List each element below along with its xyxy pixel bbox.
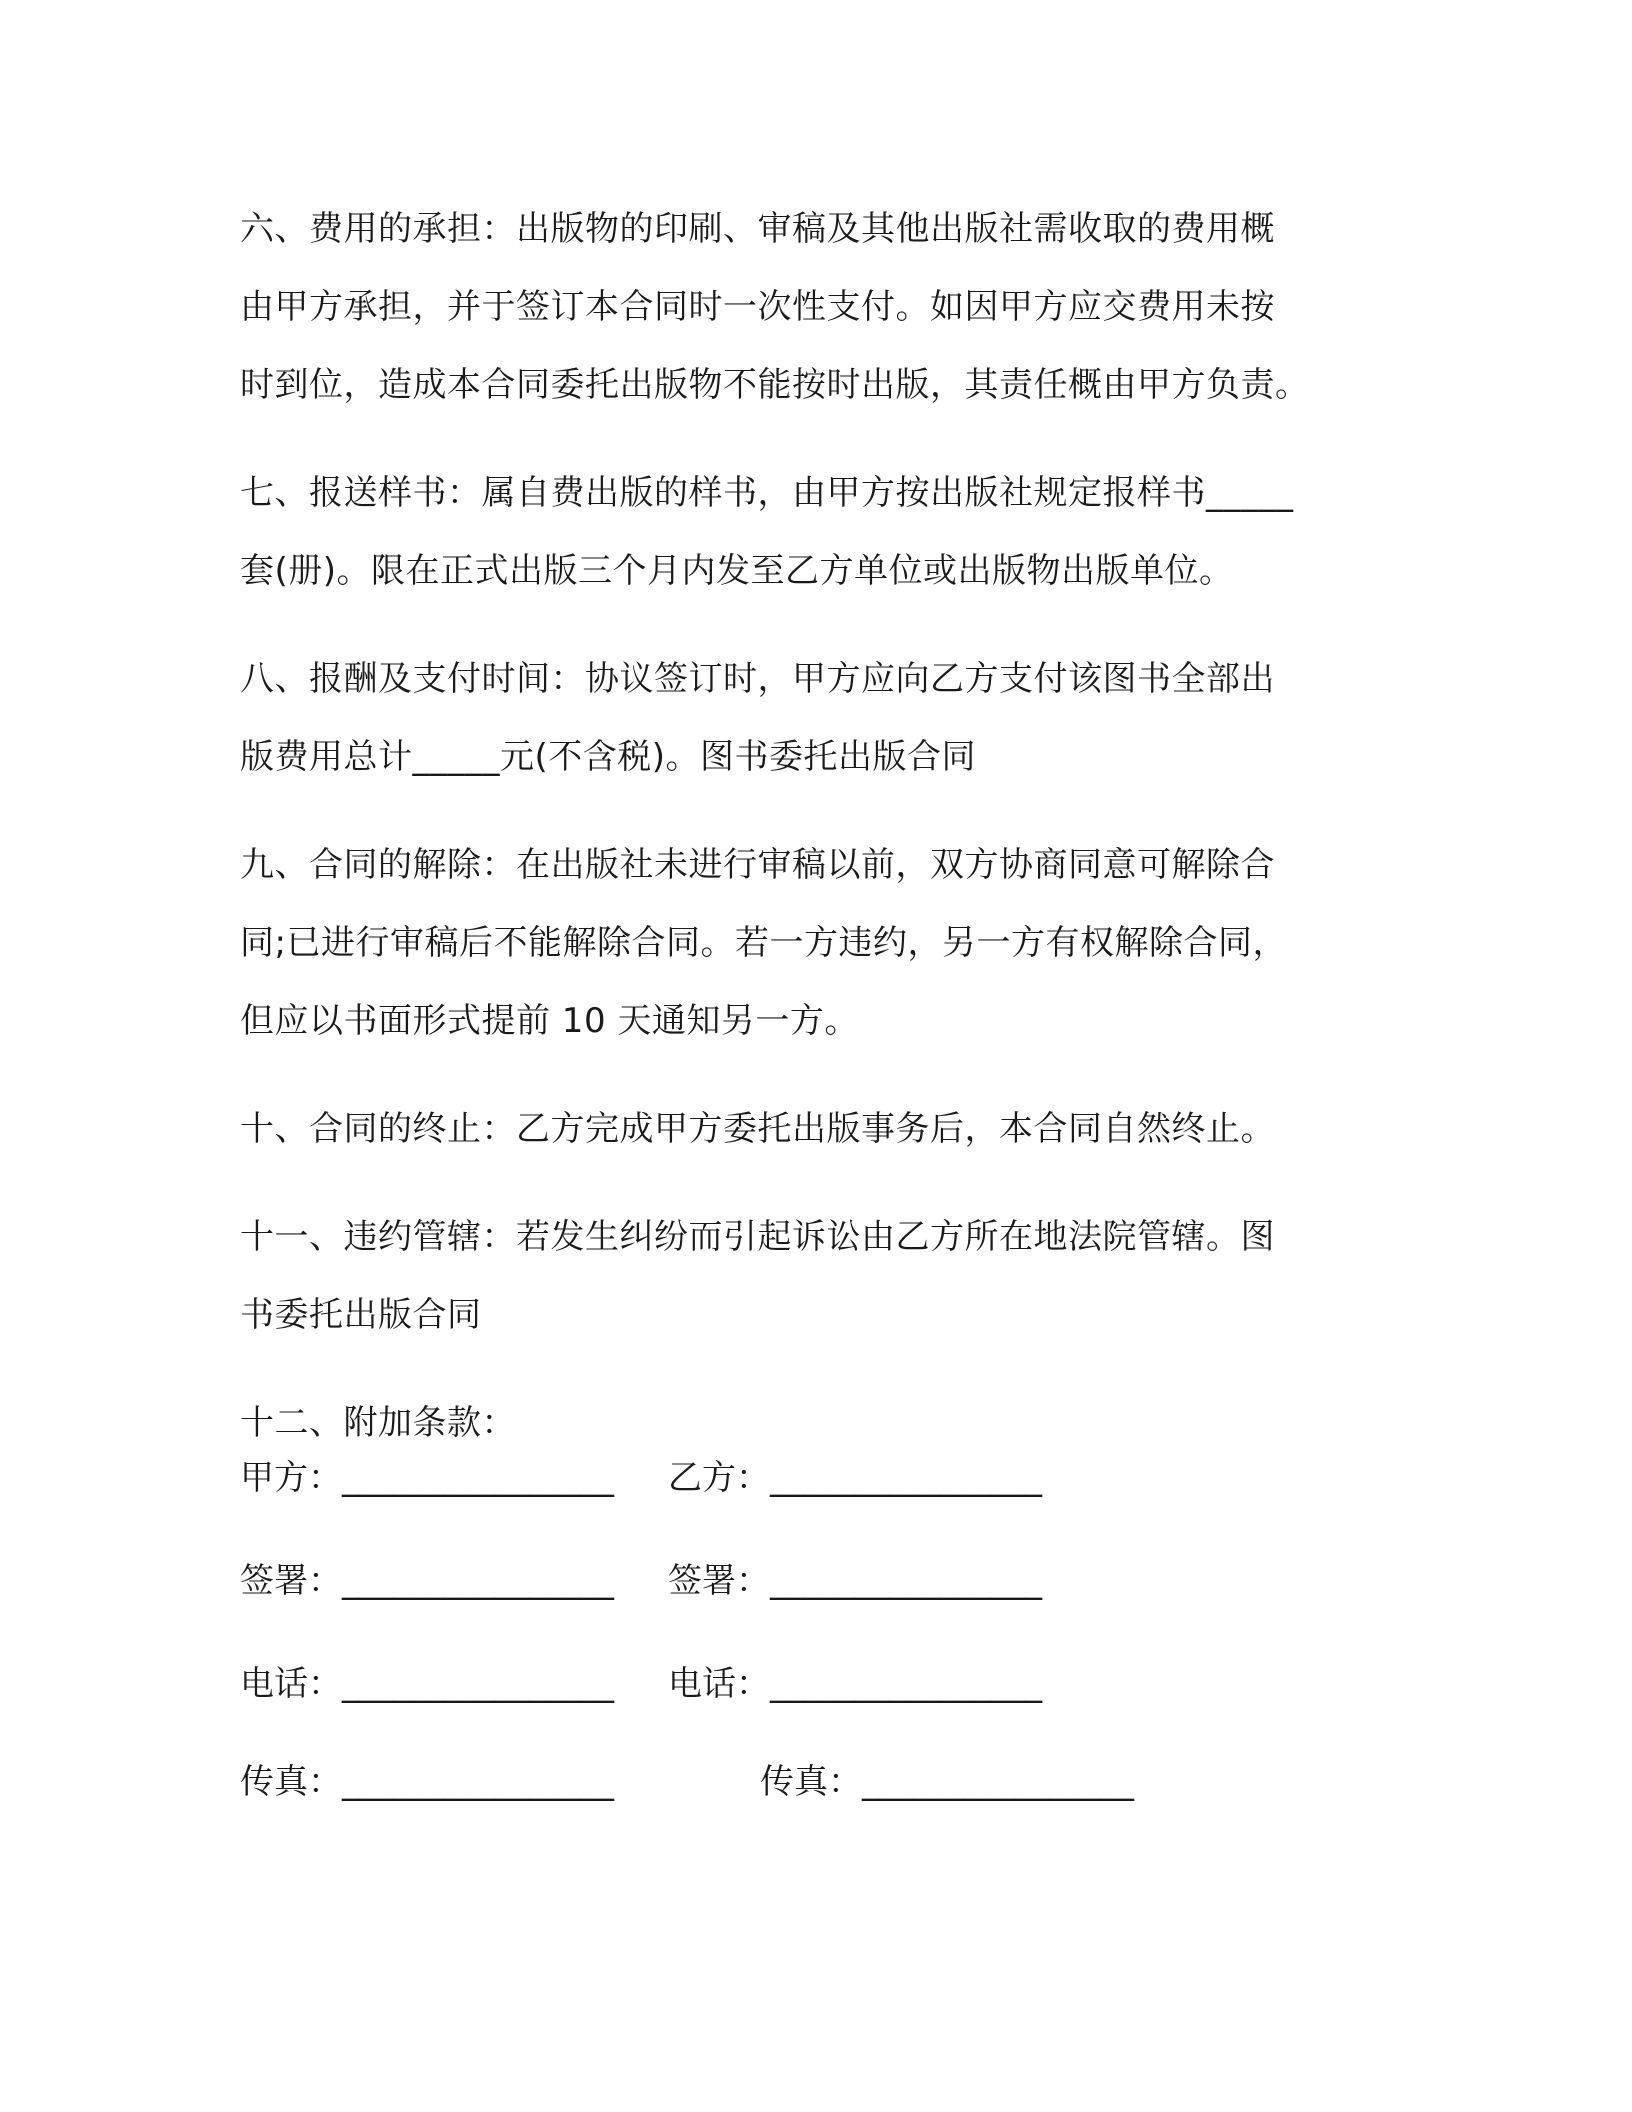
party-a-phone-field: 电话：________________: [240, 1664, 614, 1704]
clause-7: [240, 454, 1390, 610]
party-b-field: 乙方：________________: [668, 1458, 1042, 1498]
clause-line: 时到位，造成本合同委托出版物不能按时出版，其责任概由甲方负责。: [240, 365, 1310, 405]
party-b-fax-field: 传真：________________: [760, 1762, 1134, 1802]
clause-line: 六、费用的承担：出版物的印刷、审稿及其他出版社需收取的费用概: [240, 209, 1275, 249]
clause-line: 十、合同的终止：乙方完成甲方委托出版事务后，本合同自然终止。: [240, 1109, 1275, 1149]
clause-6: [240, 190, 1390, 424]
party-a-sign-field: 签署：________________: [240, 1561, 614, 1601]
clause-line: 十一、违约管辖：若发生纠纷而引起诉讼由乙方所在地法院管辖。图: [240, 1217, 1275, 1257]
party-b-phone-field: 电话：________________: [668, 1664, 1042, 1704]
clause-line: 同;已进行审稿后不能解除合同。若一方违约，另一方有权解除合同，: [240, 923, 1287, 963]
signature-row-phone: [240, 1659, 1042, 1709]
signature-row-sign: [240, 1556, 1042, 1606]
clause-line: 版费用总计_____元(不含税)。图书委托出版合同: [240, 737, 977, 777]
signature-row-party: [240, 1453, 1042, 1503]
signature-row-fax: [240, 1757, 1134, 1807]
clause-line: 由甲方承担，并于签订本合同时一次性支付。如因甲方应交费用未按: [240, 287, 1275, 327]
party-a-fax-field: 传真：________________: [240, 1762, 614, 1802]
clause-line: 七、报送样书：属自费出版的样书，由甲方按出版社规定报样书_____: [240, 473, 1294, 513]
clause-8: [240, 640, 1390, 796]
party-a-field: 甲方：________________: [240, 1458, 614, 1498]
clause-line: 九、合同的解除：在出版社未进行审稿以前，双方协商同意可解除合: [240, 845, 1275, 885]
clause-line: 书委托出版合同: [240, 1295, 482, 1335]
clause-line: 八、报酬及支付时间：协议签订时，甲方应向乙方支付该图书全部出: [240, 659, 1275, 699]
clause-11: [240, 1198, 1390, 1354]
contract-body: [240, 190, 1390, 1492]
clause-9: [240, 826, 1390, 1060]
clause-10: [240, 1090, 1390, 1168]
clause-line: 套(册)。限在正式出版三个月内发至乙方单位或出版物出版单位。: [240, 551, 1234, 591]
party-b-sign-field: 签署：________________: [668, 1561, 1042, 1601]
clause-line: 十二、附加条款：: [240, 1403, 516, 1443]
clause-12: [240, 1384, 1390, 1462]
clause-line: 但应以书面形式提前 10 天通知另一方。: [240, 1001, 859, 1041]
